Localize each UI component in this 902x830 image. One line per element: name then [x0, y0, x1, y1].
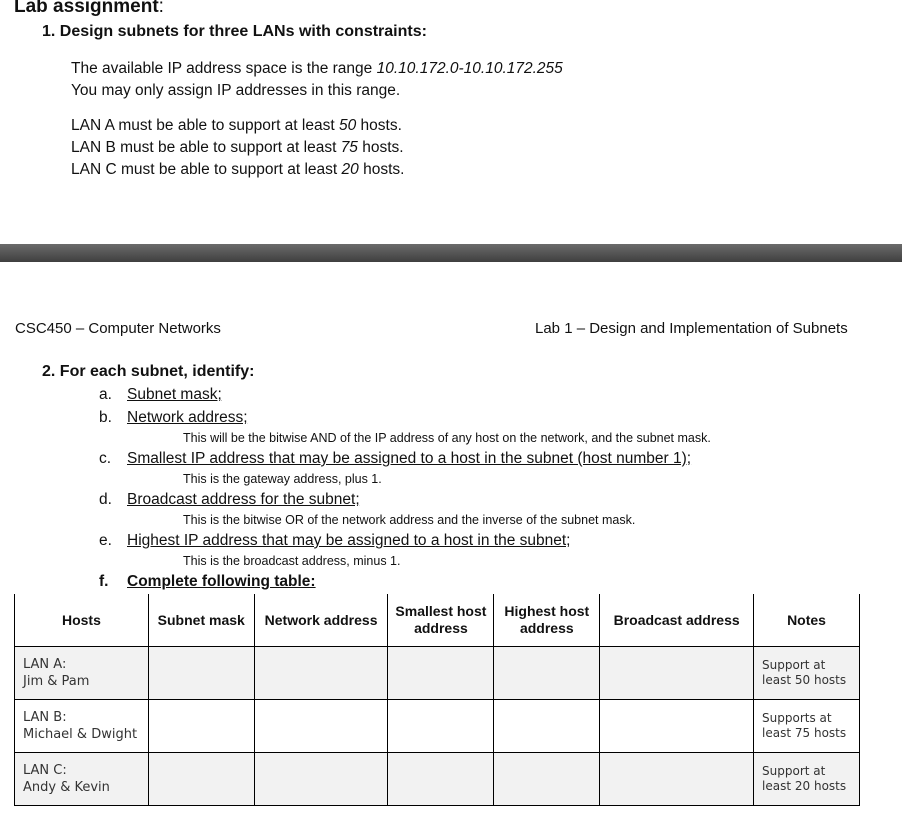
smallest-host-cell[interactable] — [388, 753, 494, 806]
notes-cell: Supports at least 75 hosts — [754, 700, 860, 753]
note-highest-ip: This is the broadcast address, minus 1. — [183, 554, 401, 568]
broadcast-cell[interactable] — [600, 700, 754, 753]
course-header: CSC450 – Computer Networks — [15, 320, 221, 337]
hosts-cell: LAN B: Michael & Dwight — [15, 700, 149, 753]
address-range: 10.10.172.0-10.10.172.255 — [376, 60, 563, 77]
item-subnet-mask: a. Subnet mask; — [99, 386, 222, 403]
header-hosts: Hosts — [15, 594, 149, 647]
table-header-row — [15, 594, 860, 647]
item-smallest-ip: c. Smallest IP address that may be assigned to a host in the subnet (host number 1); — [99, 450, 692, 467]
assignment-title: Lab assignment: — [14, 0, 164, 17]
address-space-line: The available IP address space is the range 10.10.172.0-10.10.172.255 — [71, 60, 563, 77]
item-network-address: b. Network address; — [99, 409, 248, 426]
smallest-host-cell[interactable] — [388, 647, 494, 700]
note-broadcast: This is the bitwise OR of the network address and the inverse of the subnet mask. — [183, 513, 636, 527]
lab-header: Lab 1 – Design and Implementation of Subnets — [535, 320, 848, 337]
note-smallest-ip: This is the gateway address, plus 1. — [183, 472, 382, 486]
page-break-divider — [0, 244, 902, 262]
smallest-host-cell[interactable] — [388, 700, 494, 753]
address-space-note: You may only assign IP addresses in this range. — [71, 82, 401, 99]
highest-host-cell[interactable] — [494, 647, 600, 700]
lan-b-requirement: LAN B must be able to support at least 75 hosts. — [71, 139, 404, 156]
lan-c-requirement: LAN C must be able to support at least 20 hosts. — [71, 161, 405, 178]
subnet-table — [14, 594, 860, 806]
header-network-address: Network address — [254, 594, 388, 647]
task1-heading: 1. Design subnets for three LANs with constraints: — [42, 23, 427, 40]
item-broadcast: d. Broadcast address for the subnet; — [99, 491, 360, 508]
note-network-address: This will be the bitwise AND of the IP address of any host on the network, and the subnet mask. — [183, 431, 711, 445]
network-address-cell[interactable] — [254, 753, 388, 806]
broadcast-cell[interactable] — [600, 753, 754, 806]
hosts-cell: LAN C: Andy & Kevin — [15, 753, 149, 806]
subnet-mask-cell[interactable] — [148, 700, 254, 753]
header-highest-host: Highest host address — [494, 594, 600, 647]
subnet-mask-cell[interactable] — [148, 753, 254, 806]
hosts-cell: LAN A: Jim & Pam — [15, 647, 149, 700]
item-highest-ip: e. Highest IP address that may be assigned to a host in the subnet; — [99, 532, 571, 549]
header-smallest-host: Smallest host address — [388, 594, 494, 647]
header-broadcast: Broadcast address — [600, 594, 754, 647]
broadcast-cell[interactable] — [600, 647, 754, 700]
table-row — [15, 753, 860, 806]
lan-a-requirement: LAN A must be able to support at least 50 hosts. — [71, 117, 402, 134]
network-address-cell[interactable] — [254, 647, 388, 700]
header-subnet-mask: Subnet mask — [148, 594, 254, 647]
table-row — [15, 647, 860, 700]
notes-cell: Support at least 20 hosts — [754, 753, 860, 806]
subnet-mask-cell[interactable] — [148, 647, 254, 700]
highest-host-cell[interactable] — [494, 753, 600, 806]
task2-heading: 2. For each subnet, identify: — [42, 363, 255, 380]
network-address-cell[interactable] — [254, 700, 388, 753]
table-row — [15, 700, 860, 753]
notes-cell: Support at least 50 hosts — [754, 647, 860, 700]
item-complete-table: f. Complete following table: — [99, 573, 316, 590]
highest-host-cell[interactable] — [494, 700, 600, 753]
header-notes: Notes — [754, 594, 860, 647]
